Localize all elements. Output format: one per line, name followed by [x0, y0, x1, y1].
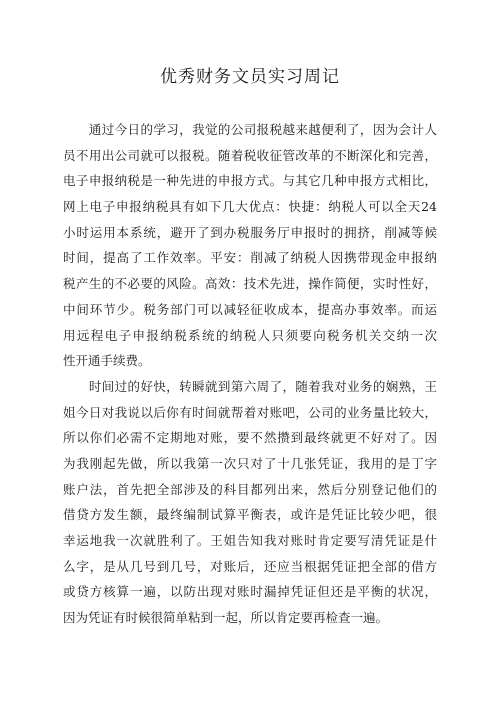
paragraph-line: 电子申报纳税是一种先进的申报方式。与其它几种申报方式相比，	[63, 173, 437, 189]
paragraph-line: 小时运用本系统，避开了到办税服务厅申报时的拥挤，削减等候	[63, 224, 437, 240]
paragraph-line: 税产生的不必要的风险。高效：技术先进，操作简便，实时性好，	[63, 276, 437, 292]
paragraph-line: 么字，是从几号到几号，对账后，还应当根据凭证把全部的借方	[63, 558, 437, 574]
paragraph-line: 性开通手续费。	[63, 353, 151, 369]
paragraph-line: 所以你们必需不定期地对账，要不然攒到最终就更不好对了。因	[63, 430, 437, 446]
paragraph-line: 网上电子申报纳税具有如下几大优点：快捷：纳税人可以全天24	[63, 199, 437, 215]
document-body	[63, 117, 437, 631]
paragraph-line: 因为凭证有时候很简单粘到一起，所以肯定要再检查一遍。	[63, 610, 389, 626]
paragraph-2	[63, 374, 437, 631]
paragraph-line: 用远程电子申报纳税系统的纳税人只须要向税务机关交纳一次	[63, 327, 437, 343]
paragraph-line: 通过今日的学习，我觉的公司报税越来越便利了，因为会计人	[63, 122, 437, 137]
paragraph-1	[63, 117, 437, 374]
paragraph-line: 中间环节少。税务部门可以减轻征收成本，提高办事效率。而运	[63, 301, 437, 317]
paragraph-line: 姐今日对我说以后你有时间就帮着对账吧，公司的业务量比较大，	[63, 404, 437, 420]
paragraph-line: 时间过的好快，转瞬就到第六周了，随着我对业务的娴熟，王	[63, 378, 437, 394]
paragraph-line: 借贷方发生额，最终编制试算平衡表，或许是凭证比较少吧，很	[63, 507, 437, 523]
page-title: 优秀财务文员实习周记	[160, 67, 340, 87]
paragraph-line: 幸运地我一次就胜利了。王姐告知我对账时肯定要写清凭证是什	[63, 533, 437, 548]
paragraph-line: 为我刚起先做，所以我第一次只对了十几张凭证，我用的是丁字	[63, 455, 437, 471]
paragraph-line: 时间，提高了工作效率。平安：削减了纳税人因携带现金申报纳	[63, 250, 437, 266]
paragraph-line: 账户法，首先把全部涉及的科目都列出来，然后分别登记他们的	[63, 481, 437, 497]
paragraph-line: 员不用出公司就可以报税。随着税收征管改革的不断深化和完善，	[63, 147, 437, 163]
paragraph-line: 或贷方核算一遍，以防出现对账时漏掉凭证但还是平衡的状况，	[63, 584, 437, 600]
